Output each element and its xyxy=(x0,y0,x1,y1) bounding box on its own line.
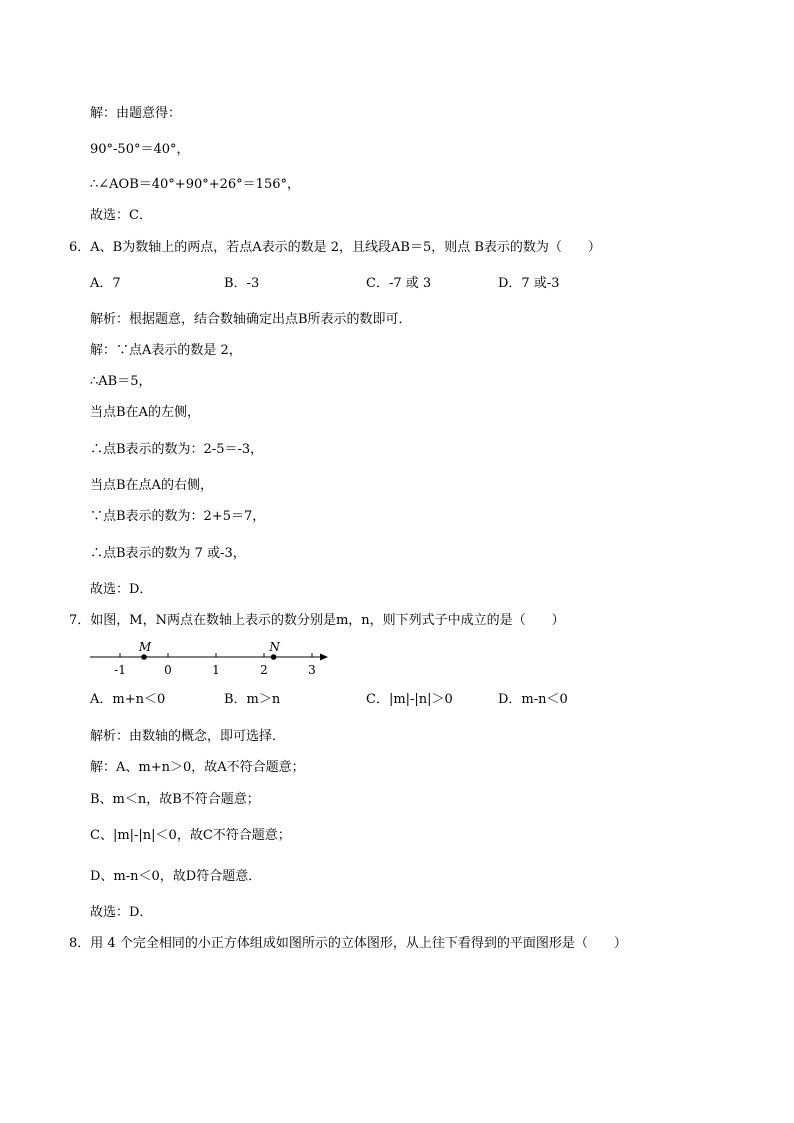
point-m-label: M xyxy=(138,640,152,654)
q6-option-a: A．7 xyxy=(90,276,121,291)
question-text: A、B为数轴上的两点，若点A表示的数是 2，且线段AB＝5，则点 B表示的数为（ ） xyxy=(90,240,601,255)
q7-option-b: B．m＞n xyxy=(224,692,281,707)
q7-sol-line: D、m-n＜0，故D符合题意． xyxy=(90,869,262,884)
tick-label: 1 xyxy=(212,663,220,677)
sol-calc-1: 90°-50°＝40°， xyxy=(90,142,190,157)
question-text: 用 4 个完全相同的小正方体组成如图所示的立体图形，从上往下看得到的平面图形是（ ） xyxy=(90,936,627,951)
axis-arrow-icon xyxy=(320,654,328,661)
question-number: 7． xyxy=(69,613,91,628)
sol-intro: 解：由题意得： xyxy=(90,106,182,121)
tick-label: 3 xyxy=(308,663,316,677)
q6-sol-line: ∵点B表示的数为：2+5＝7， xyxy=(90,509,266,524)
question-text: 如图，M，N两点在数轴上表示的数分别是m，n，则下列式子中成立的是（ ） xyxy=(90,613,565,628)
point-m-dot xyxy=(141,654,147,660)
q6-analysis: 解析：根据题意，结合数轴确定出点B所表示的数即可． xyxy=(90,312,412,327)
tick-label: 0 xyxy=(164,663,172,677)
q6-sol-line: 解：∵点A表示的数是 2， xyxy=(90,343,242,358)
sol-choose: 故选：C． xyxy=(90,208,152,223)
question-6 xyxy=(69,240,601,256)
q7-sol-line: 解：A、m+n＞0，故A不符合题意； xyxy=(90,760,305,775)
q6-option-d: D．7 或-3 xyxy=(498,276,560,291)
tick-label: 2 xyxy=(260,663,268,677)
q6-sol-line: ∴点B表示的数为：2-5＝-3， xyxy=(90,442,264,457)
q7-option-a: A．m+n＜0 xyxy=(90,692,166,707)
q7-option-c: C．|m|-|n|＞0 xyxy=(366,692,453,707)
tick-label: -1 xyxy=(114,663,126,677)
question-7 xyxy=(69,613,565,629)
q6-sol-line: 当点B在A的左侧， xyxy=(90,405,200,420)
sol-calc-2: ∴∠AOB＝40°+90°+26°＝156°， xyxy=(90,177,300,192)
q6-sol-line: ∴点B表示的数为 7 或-3， xyxy=(90,546,246,561)
number-line-figure xyxy=(88,638,338,680)
question-number: 8． xyxy=(69,936,91,951)
q6-option-c: C．-7 或 3 xyxy=(366,276,432,291)
point-n-dot xyxy=(271,654,277,660)
q7-sol-line: 故选：D． xyxy=(90,905,153,920)
point-n-label: N xyxy=(269,640,280,654)
q6-sol-line: 当点B在点A的右侧， xyxy=(90,478,213,493)
question-number: 6． xyxy=(69,240,91,255)
q6-sol-line: 故选：D． xyxy=(90,582,153,597)
q7-sol-line: B、m＜n，故B不符合题意； xyxy=(90,792,260,807)
question-8 xyxy=(69,936,627,952)
q7-sol-line: C、|m|-|n|＜0，故C不符合题意； xyxy=(90,828,291,843)
q6-sol-line: ∴AB＝5， xyxy=(90,374,152,389)
q7-analysis: 解析：由数轴的概念，即可选择． xyxy=(90,729,286,744)
q7-option-d: D．m-n＜0 xyxy=(498,692,568,707)
q6-option-b: B．-3 xyxy=(224,276,260,291)
